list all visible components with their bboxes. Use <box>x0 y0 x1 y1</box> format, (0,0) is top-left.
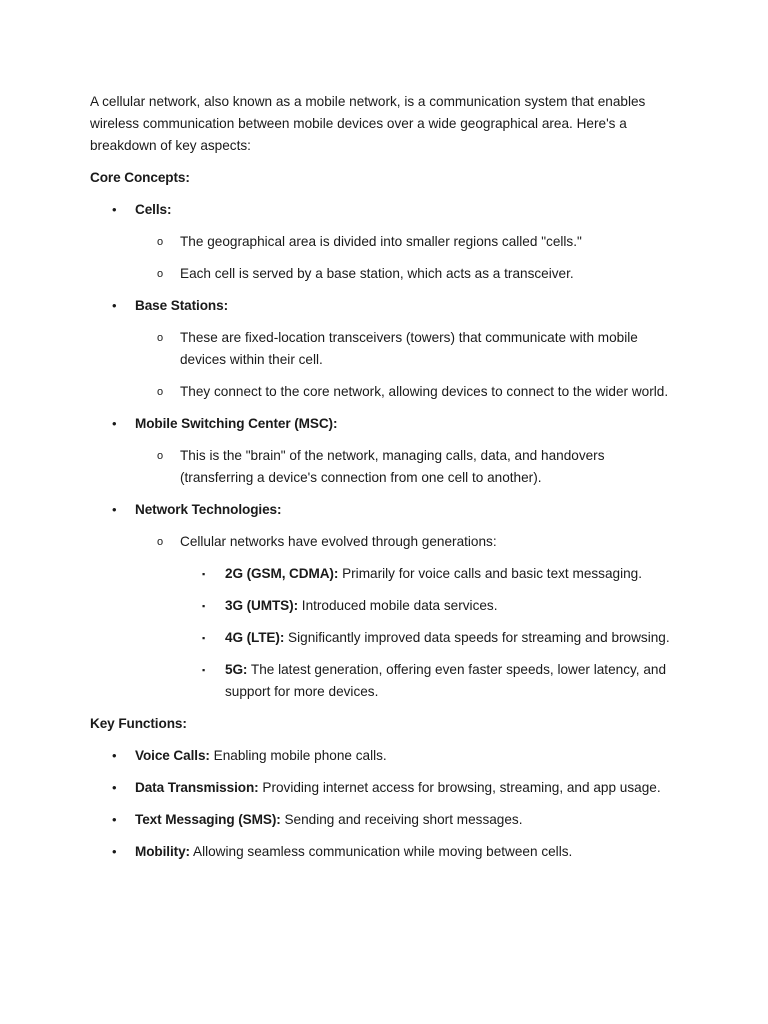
circle-bullet-icon: o <box>157 332 164 344</box>
circle-bullet-icon: o <box>157 450 164 462</box>
function-term: Voice Calls: <box>135 748 210 763</box>
generation-item-5g <box>180 659 680 703</box>
list-item-network-technologies <box>90 499 680 703</box>
generation-term: 4G (LTE): <box>225 630 285 645</box>
generation-item-4g <box>180 627 680 649</box>
intro-paragraph: A cellular network, also known as a mobile network, is a communication system that enables wireless communication between mobile devices over a wide geographical area. Here's a breakdown of key aspects: <box>90 94 646 153</box>
circle-bullet-icon: o <box>157 386 164 398</box>
circle-bullet-icon: o <box>157 268 164 280</box>
item-title: Cells: <box>135 202 172 217</box>
square-bullet-icon: ▪ <box>202 633 206 643</box>
bullet-icon: • <box>112 202 117 217</box>
sub-list <box>135 445 680 489</box>
sub-list <box>135 531 680 703</box>
bullet-icon: • <box>112 748 117 763</box>
generation-item-3g <box>180 595 680 617</box>
key-functions-heading: Key Functions: <box>90 716 187 731</box>
key-functions-list <box>90 745 680 863</box>
generation-text: Introduced mobile data services. <box>298 598 498 613</box>
bullet-icon: • <box>112 502 117 517</box>
bullet-icon: • <box>112 812 117 827</box>
function-text: Enabling mobile phone calls. <box>209 748 387 763</box>
sub-item-text: Cellular networks have evolved through generations: <box>180 534 497 549</box>
sub-list <box>135 231 680 285</box>
sub-item-text: These are fixed-location transceivers (towers) that communicate with mobile devices within their cell. <box>180 330 638 367</box>
item-title: Mobile Switching Center (MSC): <box>135 416 338 431</box>
sub-item-text: They connect to the core network, allowing devices to connect to the wider world. <box>180 384 669 399</box>
generations-list <box>180 563 680 703</box>
function-item-text-messaging <box>90 809 680 831</box>
function-term: Data Transmission: <box>135 780 259 795</box>
sub-list-item <box>135 263 680 285</box>
list-item-cells <box>90 199 680 285</box>
sub-item-text: Each cell is served by a base station, which acts as a transceiver. <box>180 266 574 281</box>
bullet-icon: • <box>112 780 117 795</box>
sub-list <box>135 327 680 403</box>
function-term: Text Messaging (SMS): <box>135 812 281 827</box>
circle-bullet-icon: o <box>157 536 164 548</box>
function-item-data-transmission <box>90 777 680 799</box>
generation-text: Primarily for voice calls and basic text messaging. <box>338 566 643 581</box>
generation-text: Significantly improved data speeds for streaming and browsing. <box>284 630 670 645</box>
item-title: Network Technologies: <box>135 502 282 517</box>
sub-list-item <box>135 445 680 489</box>
list-item-base-stations <box>90 295 680 403</box>
function-text: Allowing seamless communication while moving between cells. <box>189 844 573 859</box>
sub-list-item <box>135 381 680 403</box>
function-term: Mobility: <box>135 844 190 859</box>
generation-term: 5G: <box>225 662 248 677</box>
item-title: Base Stations: <box>135 298 229 313</box>
sub-list-item <box>135 531 680 703</box>
circle-bullet-icon: o <box>157 236 164 248</box>
square-bullet-icon: ▪ <box>202 601 206 611</box>
square-bullet-icon: ▪ <box>202 665 206 675</box>
bullet-icon: • <box>112 844 117 859</box>
sub-list-item <box>135 231 680 253</box>
function-item-voice-calls <box>90 745 680 767</box>
core-concepts-heading: Core Concepts: <box>90 170 190 185</box>
bullet-icon: • <box>112 416 117 431</box>
document-page <box>90 91 680 873</box>
sub-item-text: This is the "brain" of the network, managing calls, data, and handovers (transferring a device's connection from one cell to another). <box>180 448 605 485</box>
generation-item-2g <box>180 563 680 585</box>
core-concepts-list <box>90 199 680 703</box>
sub-list-item <box>135 327 680 371</box>
square-bullet-icon: ▪ <box>202 569 206 579</box>
generation-text: The latest generation, offering even faster speeds, lower latency, and support for more devices. <box>225 662 667 699</box>
function-text: Providing internet access for browsing, streaming, and app usage. <box>258 780 661 795</box>
list-item-msc <box>90 413 680 489</box>
function-item-mobility <box>90 841 680 863</box>
bullet-icon: • <box>112 298 117 313</box>
generation-term: 2G (GSM, CDMA): <box>225 566 339 581</box>
generation-term: 3G (UMTS): <box>225 598 299 613</box>
sub-item-text: The geographical area is divided into smaller regions called "cells." <box>180 234 582 249</box>
function-text: Sending and receiving short messages. <box>280 812 523 827</box>
